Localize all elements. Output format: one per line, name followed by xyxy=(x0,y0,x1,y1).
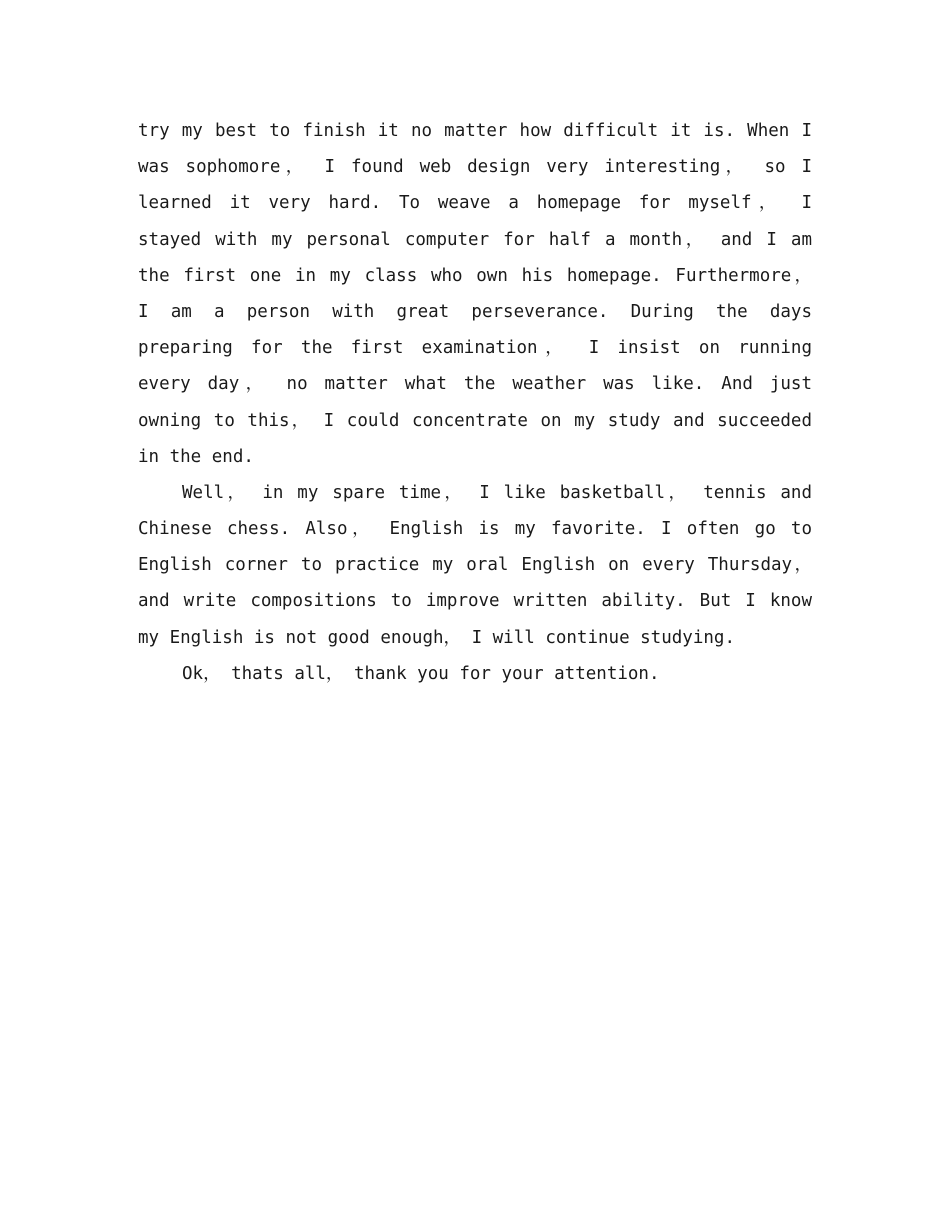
text-line: try my best to finish it no matter how difficult it is. When I xyxy=(138,121,812,141)
text-line: and write compositions to improve written ability. But I know xyxy=(138,591,812,612)
body-text xyxy=(138,113,812,692)
text-line: was sophomore， I found web design very interesting， so I xyxy=(138,157,812,178)
text-line: preparing for the first examination， I insist on running xyxy=(138,338,812,359)
text-line: stayed with my personal computer for half a month， and I am xyxy=(138,229,812,250)
text-line: Well， in my spare time， I like basketball， tennis and xyxy=(182,482,812,503)
text-line: in the end. xyxy=(138,446,254,467)
text-line: my English is not good enough， I will continue studying. xyxy=(138,627,735,648)
text-line: every day， no matter what the weather was like. And just xyxy=(138,374,812,395)
text-line: learned it very hard. To weave a homepage for myself， I xyxy=(138,193,812,214)
text-line: English corner to practice my oral English on every Thursday， xyxy=(138,555,812,576)
text-line: the first one in my class who own his homepage. Furthermore， xyxy=(138,265,812,286)
text-line: Chinese chess. Also， English is my favorite. I often go to xyxy=(138,519,812,540)
text-line: owning to this， I could concentrate on my study and succeeded xyxy=(138,410,812,431)
text-line: I am a person with great perseverance. During the days xyxy=(138,301,812,322)
text-line: Ok， thats all， thank you for your attention. xyxy=(182,663,660,684)
